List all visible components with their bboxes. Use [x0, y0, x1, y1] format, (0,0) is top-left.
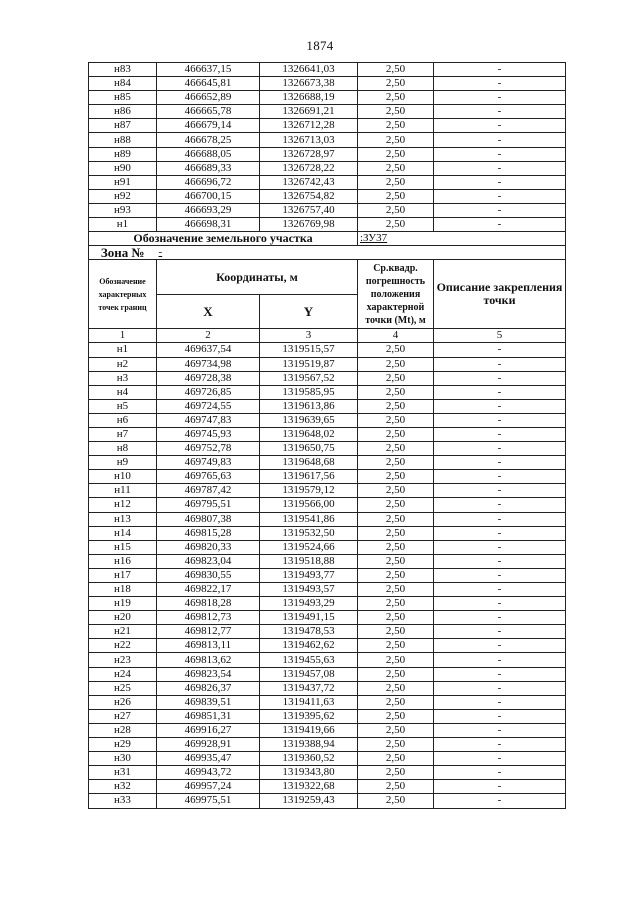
- table-row: [89, 766, 566, 780]
- y-cell: 1319462,62: [260, 639, 358, 653]
- point-id-cell: н33: [89, 794, 157, 808]
- table-row: [89, 175, 566, 189]
- x-cell: 469637,54: [157, 343, 260, 357]
- x-cell: 469812,77: [157, 625, 260, 639]
- point-id-cell: н31: [89, 766, 157, 780]
- y-cell: 1319579,12: [260, 484, 358, 498]
- header-point-designation: Обозначение характерных точек границ: [89, 260, 157, 329]
- x-cell: 469795,51: [157, 498, 260, 512]
- point-id-cell: н87: [89, 119, 157, 133]
- table-row: [89, 357, 566, 371]
- table-row: [89, 794, 566, 808]
- column-number-1: 1: [89, 329, 157, 343]
- x-cell: 469734,98: [157, 357, 260, 371]
- table-row: [89, 498, 566, 512]
- table-row: [89, 653, 566, 667]
- point-id-cell: н4: [89, 385, 157, 399]
- description-cell: -: [434, 77, 566, 91]
- accuracy-cell: 2,50: [358, 119, 434, 133]
- accuracy-cell: 2,50: [358, 427, 434, 441]
- x-cell: 466652,89: [157, 91, 260, 105]
- y-cell: 1319648,02: [260, 427, 358, 441]
- x-cell: 466678,25: [157, 133, 260, 147]
- parcel-row: [89, 232, 566, 246]
- y-cell: 1319585,95: [260, 385, 358, 399]
- x-cell: 469839,51: [157, 695, 260, 709]
- x-cell: 469823,04: [157, 554, 260, 568]
- y-cell: 1319519,87: [260, 357, 358, 371]
- table-row: [89, 512, 566, 526]
- accuracy-cell: 2,50: [358, 554, 434, 568]
- y-cell: 1319493,57: [260, 583, 358, 597]
- description-cell: -: [434, 738, 566, 752]
- y-cell: 1319493,29: [260, 597, 358, 611]
- y-cell: 1319411,63: [260, 695, 358, 709]
- y-cell: 1319648,68: [260, 456, 358, 470]
- column-number-3: 3: [260, 329, 358, 343]
- accuracy-cell: 2,50: [358, 161, 434, 175]
- description-cell: -: [434, 526, 566, 540]
- point-id-cell: н12: [89, 498, 157, 512]
- y-cell: 1319532,50: [260, 526, 358, 540]
- table-row: [89, 681, 566, 695]
- point-id-cell: н89: [89, 147, 157, 161]
- y-cell: 1326673,38: [260, 77, 358, 91]
- top-rows-section: [89, 63, 566, 232]
- accuracy-cell: 2,50: [358, 442, 434, 456]
- point-id-cell: н9: [89, 456, 157, 470]
- zone-label: Зона №: [89, 246, 157, 260]
- accuracy-cell: 2,50: [358, 667, 434, 681]
- accuracy-cell: 2,50: [358, 625, 434, 639]
- y-cell: 1319455,63: [260, 653, 358, 667]
- accuracy-cell: 2,50: [358, 456, 434, 470]
- header-y: Y: [260, 294, 358, 329]
- table-row: [89, 583, 566, 597]
- header-coordinates: Координаты, м: [157, 260, 358, 295]
- accuracy-cell: 2,50: [358, 512, 434, 526]
- table-row: [89, 709, 566, 723]
- y-cell: 1326713,03: [260, 133, 358, 147]
- description-cell: -: [434, 175, 566, 189]
- accuracy-cell: 2,50: [358, 147, 434, 161]
- table-row: [89, 147, 566, 161]
- y-cell: 1326757,40: [260, 203, 358, 217]
- description-cell: -: [434, 119, 566, 133]
- table-row: [89, 597, 566, 611]
- accuracy-cell: 2,50: [358, 77, 434, 91]
- description-cell: -: [434, 723, 566, 737]
- zone-value: -: [158, 246, 163, 259]
- point-id-cell: н88: [89, 133, 157, 147]
- accuracy-cell: 2,50: [358, 639, 434, 653]
- accuracy-cell: 2,50: [358, 695, 434, 709]
- description-cell: -: [434, 456, 566, 470]
- accuracy-cell: 2,50: [358, 218, 434, 232]
- description-cell: -: [434, 681, 566, 695]
- description-cell: -: [434, 639, 566, 653]
- accuracy-cell: 2,50: [358, 723, 434, 737]
- x-cell: 466698,31: [157, 218, 260, 232]
- point-id-cell: н6: [89, 413, 157, 427]
- x-cell: 469815,28: [157, 526, 260, 540]
- description-cell: -: [434, 442, 566, 456]
- y-cell: 1319259,43: [260, 794, 358, 808]
- description-cell: -: [434, 667, 566, 681]
- table-row: [89, 625, 566, 639]
- point-id-cell: н29: [89, 738, 157, 752]
- y-cell: 1319457,08: [260, 667, 358, 681]
- x-cell: 469943,72: [157, 766, 260, 780]
- y-cell: 1319515,57: [260, 343, 358, 357]
- x-cell: 469752,78: [157, 442, 260, 456]
- x-cell: 469851,31: [157, 709, 260, 723]
- description-cell: -: [434, 611, 566, 625]
- table-row: [89, 105, 566, 119]
- accuracy-cell: 2,50: [358, 709, 434, 723]
- x-cell: 466696,72: [157, 175, 260, 189]
- header-x: X: [157, 294, 260, 329]
- point-id-cell: н93: [89, 203, 157, 217]
- table-row: [89, 442, 566, 456]
- x-cell: 469935,47: [157, 752, 260, 766]
- accuracy-cell: 2,50: [358, 484, 434, 498]
- table-row: [89, 456, 566, 470]
- point-id-cell: н5: [89, 399, 157, 413]
- x-cell: 469928,91: [157, 738, 260, 752]
- description-cell: -: [434, 203, 566, 217]
- description-cell: -: [434, 752, 566, 766]
- x-cell: 469745,93: [157, 427, 260, 441]
- y-cell: 1326742,43: [260, 175, 358, 189]
- point-id-cell: н28: [89, 723, 157, 737]
- y-cell: 1326712,28: [260, 119, 358, 133]
- table-row: [89, 119, 566, 133]
- accuracy-cell: 2,50: [358, 63, 434, 77]
- accuracy-cell: 2,50: [358, 413, 434, 427]
- table-row: [89, 161, 566, 175]
- y-cell: 1319541,86: [260, 512, 358, 526]
- x-cell: 466679,14: [157, 119, 260, 133]
- description-cell: -: [434, 568, 566, 582]
- y-cell: 1326691,21: [260, 105, 358, 119]
- y-cell: 1326688,19: [260, 91, 358, 105]
- parcel-section: [89, 232, 566, 343]
- table-row: [89, 343, 566, 357]
- x-cell: 466689,33: [157, 161, 260, 175]
- description-cell: -: [434, 794, 566, 808]
- description-cell: -: [434, 105, 566, 119]
- description-cell: -: [434, 766, 566, 780]
- description-cell: -: [434, 554, 566, 568]
- y-cell: 1319322,68: [260, 780, 358, 794]
- x-cell: 469820,33: [157, 540, 260, 554]
- description-cell: -: [434, 597, 566, 611]
- y-cell: 1319388,94: [260, 738, 358, 752]
- x-cell: 469822,17: [157, 583, 260, 597]
- description-cell: -: [434, 63, 566, 77]
- description-cell: -: [434, 709, 566, 723]
- point-id-cell: н10: [89, 470, 157, 484]
- table-row: [89, 203, 566, 217]
- column-numbers-row: [89, 329, 566, 343]
- accuracy-cell: 2,50: [358, 611, 434, 625]
- table-row: [89, 413, 566, 427]
- accuracy-cell: 2,50: [358, 780, 434, 794]
- point-id-cell: н21: [89, 625, 157, 639]
- point-id-cell: н18: [89, 583, 157, 597]
- table-row: [89, 611, 566, 625]
- y-cell: 1319567,52: [260, 371, 358, 385]
- accuracy-cell: 2,50: [358, 653, 434, 667]
- y-cell: 1319419,66: [260, 723, 358, 737]
- description-cell: -: [434, 371, 566, 385]
- x-cell: 469916,27: [157, 723, 260, 737]
- column-number-5: 5: [434, 329, 566, 343]
- table-row: [89, 385, 566, 399]
- point-id-cell: н7: [89, 427, 157, 441]
- table-row: [89, 526, 566, 540]
- x-cell: 466637,15: [157, 63, 260, 77]
- x-cell: 469818,28: [157, 597, 260, 611]
- column-number-2: 2: [157, 329, 260, 343]
- point-id-cell: н17: [89, 568, 157, 582]
- point-id-cell: н14: [89, 526, 157, 540]
- x-cell: 466693,29: [157, 203, 260, 217]
- point-id-cell: н1: [89, 218, 157, 232]
- table-row: [89, 752, 566, 766]
- x-cell: 469747,83: [157, 413, 260, 427]
- y-cell: 1319395,62: [260, 709, 358, 723]
- x-cell: 469726,85: [157, 385, 260, 399]
- table-row: [89, 63, 566, 77]
- y-cell: 1319566,00: [260, 498, 358, 512]
- accuracy-cell: 2,50: [358, 738, 434, 752]
- description-cell: -: [434, 343, 566, 357]
- x-cell: 466700,15: [157, 189, 260, 203]
- table-row: [89, 484, 566, 498]
- y-cell: 1319613,86: [260, 399, 358, 413]
- x-cell: 469812,73: [157, 611, 260, 625]
- accuracy-cell: 2,50: [358, 357, 434, 371]
- point-id-cell: н23: [89, 653, 157, 667]
- point-id-cell: н86: [89, 105, 157, 119]
- parcel-value-cell: [358, 232, 566, 246]
- header-fixation-description: Описание закрепления точки: [434, 260, 566, 329]
- description-cell: -: [434, 540, 566, 554]
- description-cell: -: [434, 147, 566, 161]
- x-cell: 469813,62: [157, 653, 260, 667]
- column-number-4: 4: [358, 329, 434, 343]
- x-cell: 469975,51: [157, 794, 260, 808]
- zone-row: [89, 246, 566, 260]
- table-row: [89, 189, 566, 203]
- description-cell: -: [434, 498, 566, 512]
- zone-value-cell: [157, 246, 566, 260]
- accuracy-cell: 2,50: [358, 766, 434, 780]
- header-accuracy: Ср.квадр. погрешность положения характерной точки (Mt), м: [358, 260, 434, 329]
- table-row: [89, 540, 566, 554]
- accuracy-cell: 2,50: [358, 470, 434, 484]
- point-id-cell: н22: [89, 639, 157, 653]
- accuracy-cell: 2,50: [358, 203, 434, 217]
- point-id-cell: н83: [89, 63, 157, 77]
- table-row: [89, 371, 566, 385]
- y-cell: 1319491,15: [260, 611, 358, 625]
- description-cell: -: [434, 399, 566, 413]
- description-cell: -: [434, 161, 566, 175]
- accuracy-cell: 2,50: [358, 133, 434, 147]
- parcel-value: :ЗУ37: [360, 232, 388, 245]
- description-cell: -: [434, 484, 566, 498]
- parcel-label: Обозначение земельного участка: [89, 232, 358, 246]
- y-cell: 1319524,66: [260, 540, 358, 554]
- accuracy-cell: 2,50: [358, 105, 434, 119]
- description-cell: -: [434, 653, 566, 667]
- point-id-cell: н15: [89, 540, 157, 554]
- y-cell: 1319437,72: [260, 681, 358, 695]
- y-cell: 1319617,56: [260, 470, 358, 484]
- point-id-cell: н2: [89, 357, 157, 371]
- point-id-cell: н25: [89, 681, 157, 695]
- table-row: [89, 738, 566, 752]
- description-cell: -: [434, 512, 566, 526]
- accuracy-cell: 2,50: [358, 597, 434, 611]
- x-cell: 469830,55: [157, 568, 260, 582]
- point-id-cell: н27: [89, 709, 157, 723]
- table-row: [89, 639, 566, 653]
- table-row: [89, 568, 566, 582]
- y-cell: 1319493,77: [260, 568, 358, 582]
- accuracy-cell: 2,50: [358, 371, 434, 385]
- x-cell: 466665,78: [157, 105, 260, 119]
- accuracy-cell: 2,50: [358, 498, 434, 512]
- y-cell: 1319639,65: [260, 413, 358, 427]
- description-cell: -: [434, 91, 566, 105]
- accuracy-cell: 2,50: [358, 343, 434, 357]
- x-cell: 469728,38: [157, 371, 260, 385]
- accuracy-cell: 2,50: [358, 189, 434, 203]
- table-row: [89, 723, 566, 737]
- table-row: [89, 667, 566, 681]
- table-row: [89, 427, 566, 441]
- description-cell: -: [434, 427, 566, 441]
- y-cell: 1326769,98: [260, 218, 358, 232]
- y-cell: 1326728,22: [260, 161, 358, 175]
- point-id-cell: н84: [89, 77, 157, 91]
- accuracy-cell: 2,50: [358, 583, 434, 597]
- accuracy-cell: 2,50: [358, 175, 434, 189]
- description-cell: -: [434, 780, 566, 794]
- description-cell: -: [434, 189, 566, 203]
- accuracy-cell: 2,50: [358, 568, 434, 582]
- table-row: [89, 77, 566, 91]
- point-id-cell: н16: [89, 554, 157, 568]
- description-cell: -: [434, 695, 566, 709]
- point-id-cell: н30: [89, 752, 157, 766]
- accuracy-cell: 2,50: [358, 752, 434, 766]
- table-row: [89, 133, 566, 147]
- accuracy-cell: 2,50: [358, 526, 434, 540]
- table-row: [89, 218, 566, 232]
- x-cell: 469724,55: [157, 399, 260, 413]
- bottom-rows-section: [89, 343, 566, 808]
- x-cell: 469813,11: [157, 639, 260, 653]
- y-cell: 1319360,52: [260, 752, 358, 766]
- point-id-cell: н20: [89, 611, 157, 625]
- y-cell: 1326754,82: [260, 189, 358, 203]
- description-cell: -: [434, 218, 566, 232]
- accuracy-cell: 2,50: [358, 681, 434, 695]
- table-row: [89, 91, 566, 105]
- point-id-cell: н85: [89, 91, 157, 105]
- point-id-cell: н8: [89, 442, 157, 456]
- table-row: [89, 554, 566, 568]
- table-row: [89, 780, 566, 794]
- point-id-cell: н26: [89, 695, 157, 709]
- x-cell: 469787,42: [157, 484, 260, 498]
- description-cell: -: [434, 470, 566, 484]
- accuracy-cell: 2,50: [358, 91, 434, 105]
- description-cell: -: [434, 583, 566, 597]
- y-cell: 1319650,75: [260, 442, 358, 456]
- point-id-cell: н91: [89, 175, 157, 189]
- x-cell: 469957,24: [157, 780, 260, 794]
- accuracy-cell: 2,50: [358, 385, 434, 399]
- table-row: [89, 399, 566, 413]
- table-row: [89, 695, 566, 709]
- point-id-cell: н1: [89, 343, 157, 357]
- y-cell: 1319343,80: [260, 766, 358, 780]
- page-number: 1874: [306, 38, 334, 53]
- x-cell: 466688,05: [157, 147, 260, 161]
- y-cell: 1319478,53: [260, 625, 358, 639]
- y-cell: 1319518,88: [260, 554, 358, 568]
- description-cell: -: [434, 625, 566, 639]
- header-row-1: [89, 260, 566, 295]
- x-cell: 469765,63: [157, 470, 260, 484]
- table-row: [89, 470, 566, 484]
- x-cell: 469749,83: [157, 456, 260, 470]
- point-id-cell: н90: [89, 161, 157, 175]
- coordinates-table: [88, 62, 566, 809]
- point-id-cell: н11: [89, 484, 157, 498]
- description-cell: -: [434, 413, 566, 427]
- x-cell: 469826,37: [157, 681, 260, 695]
- point-id-cell: н92: [89, 189, 157, 203]
- description-cell: -: [434, 357, 566, 371]
- point-id-cell: н19: [89, 597, 157, 611]
- description-cell: -: [434, 133, 566, 147]
- x-cell: 469807,38: [157, 512, 260, 526]
- description-cell: -: [434, 385, 566, 399]
- accuracy-cell: 2,50: [358, 794, 434, 808]
- accuracy-cell: 2,50: [358, 540, 434, 554]
- point-id-cell: н13: [89, 512, 157, 526]
- point-id-cell: н32: [89, 780, 157, 794]
- x-cell: 466645,81: [157, 77, 260, 91]
- point-id-cell: н3: [89, 371, 157, 385]
- x-cell: 469823,54: [157, 667, 260, 681]
- point-id-cell: н24: [89, 667, 157, 681]
- accuracy-cell: 2,50: [358, 399, 434, 413]
- y-cell: 1326641,03: [260, 63, 358, 77]
- y-cell: 1326728,97: [260, 147, 358, 161]
